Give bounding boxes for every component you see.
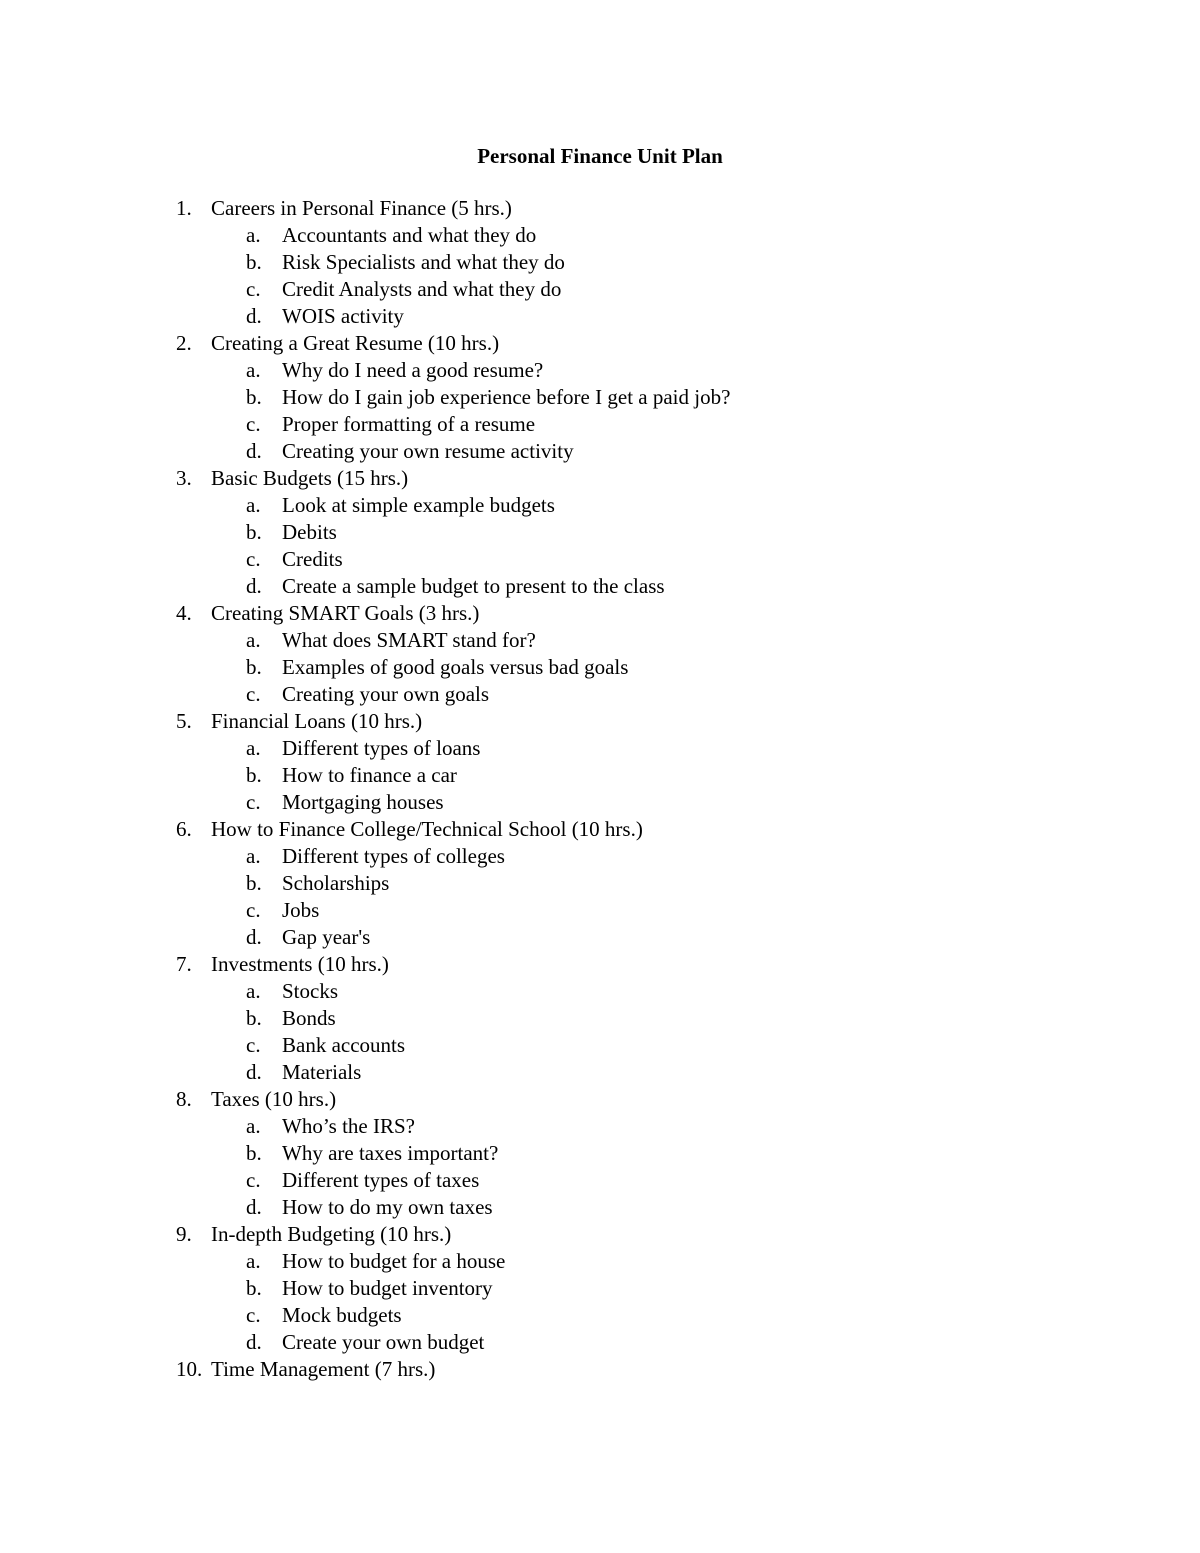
- subtopic-item: [0, 384, 1200, 411]
- topic-item: [0, 951, 1200, 978]
- subtopic-letter: d.: [246, 1330, 262, 1354]
- subtopic-letter: d.: [246, 439, 262, 463]
- topic-number: 2.: [176, 331, 192, 355]
- subtopic-text: Debits: [282, 520, 337, 544]
- subtopic-letter: d.: [246, 304, 262, 328]
- subtopic-letter: c.: [246, 790, 261, 814]
- subtopic-item: [0, 411, 1200, 438]
- subtopic-item: [0, 519, 1200, 546]
- subtopic-item: [0, 1032, 1200, 1059]
- subtopic-text: Creating your own resume activity: [282, 439, 574, 463]
- subtopic-item: [0, 681, 1200, 708]
- subtopic-letter: a.: [246, 628, 261, 652]
- subtopic-item: [0, 1005, 1200, 1032]
- subtopic-item: [0, 357, 1200, 384]
- topic-item: [0, 1086, 1200, 1113]
- topic-item: [0, 330, 1200, 357]
- subtopic-letter: b.: [246, 1276, 262, 1300]
- subtopic-text: Stocks: [282, 979, 339, 1003]
- subtopic-item: [0, 1167, 1200, 1194]
- subtopic-letter: b.: [246, 763, 262, 787]
- subtopic-letter: a.: [246, 358, 261, 382]
- unit-outline: [0, 195, 1200, 1383]
- subtopic-item: [0, 924, 1200, 951]
- subtopic-letter: b.: [246, 655, 262, 679]
- subtopic-text: Different types of colleges: [282, 844, 505, 868]
- subtopic-letter: d.: [246, 925, 262, 949]
- topic-title: Basic Budgets (15 hrs.): [211, 466, 409, 490]
- subtopic-text: Create your own budget: [282, 1330, 485, 1354]
- subtopic-item: [0, 1248, 1200, 1275]
- topic-number: 10.: [176, 1357, 203, 1381]
- subtopic-item: [0, 897, 1200, 924]
- topic-item: [0, 1356, 1200, 1383]
- subtopic-item: [0, 249, 1200, 276]
- subtopic-text: Bonds: [282, 1006, 336, 1030]
- topic-title: Creating SMART Goals (3 hrs.): [211, 601, 480, 625]
- subtopic-letter: d.: [246, 1060, 262, 1084]
- subtopic-text: Proper formatting of a resume: [282, 412, 536, 436]
- subtopic-text: Different types of taxes: [282, 1168, 480, 1192]
- subtopic-letter: a.: [246, 979, 261, 1003]
- subtopic-item: [0, 870, 1200, 897]
- subtopic-item: [0, 789, 1200, 816]
- topic-item: [0, 465, 1200, 492]
- subtopic-item: [0, 978, 1200, 1005]
- subtopic-item: [0, 1140, 1200, 1167]
- topic-number: 3.: [176, 466, 192, 490]
- document-title: Personal Finance Unit Plan: [477, 144, 723, 168]
- subtopic-text: Mortgaging houses: [282, 790, 444, 814]
- subtopic-letter: b.: [246, 1006, 262, 1030]
- subtopic-item: [0, 546, 1200, 573]
- subtopic-item: [0, 654, 1200, 681]
- topic-title: Investments (10 hrs.): [211, 952, 389, 976]
- subtopic-item: [0, 1113, 1200, 1140]
- subtopic-item: [0, 438, 1200, 465]
- topic-number: 4.: [176, 601, 192, 625]
- subtopic-item: [0, 627, 1200, 654]
- topic-title: Time Management (7 hrs.): [211, 1357, 436, 1381]
- subtopic-item: [0, 573, 1200, 600]
- subtopic-letter: a.: [246, 1114, 261, 1138]
- subtopic-letter: c.: [246, 898, 261, 922]
- subtopic-letter: c.: [246, 277, 261, 301]
- subtopic-item: [0, 1059, 1200, 1086]
- subtopic-text: How to budget inventory: [282, 1276, 493, 1300]
- subtopic-text: How do I gain job experience before I get a paid job?: [282, 385, 731, 409]
- subtopic-letter: b.: [246, 871, 262, 895]
- topic-number: 1.: [176, 196, 192, 220]
- subtopic-text: How to finance a car: [282, 763, 457, 787]
- subtopic-letter: d.: [246, 1195, 262, 1219]
- subtopic-text: Examples of good goals versus bad goals: [282, 655, 629, 679]
- topic-item: [0, 816, 1200, 843]
- subtopic-item: [0, 735, 1200, 762]
- topic-item: [0, 600, 1200, 627]
- subtopic-text: WOIS activity: [282, 304, 404, 328]
- topic-title: Financial Loans (10 hrs.): [211, 709, 423, 733]
- subtopic-text: Why do I need a good resume?: [282, 358, 544, 382]
- topic-number: 8.: [176, 1087, 192, 1111]
- subtopic-text: Materials: [282, 1060, 362, 1084]
- subtopic-item: [0, 276, 1200, 303]
- subtopic-item: [0, 1275, 1200, 1302]
- topic-title: How to Finance College/Technical School (10 hrs.): [211, 817, 643, 841]
- subtopic-text: Mock budgets: [282, 1303, 402, 1327]
- subtopic-text: How to do my own taxes: [282, 1195, 493, 1219]
- subtopic-letter: c.: [246, 1303, 261, 1327]
- subtopic-letter: b.: [246, 520, 262, 544]
- subtopic-item: [0, 303, 1200, 330]
- topic-title: Taxes (10 hrs.): [211, 1087, 337, 1111]
- subtopic-letter: b.: [246, 1141, 262, 1165]
- topic-item: [0, 708, 1200, 735]
- subtopic-text: Create a sample budget to present to the class: [282, 574, 665, 598]
- subtopic-text: Who’s the IRS?: [282, 1114, 415, 1138]
- subtopic-text: Gap year's: [282, 925, 371, 949]
- subtopic-text: Credits: [282, 547, 343, 571]
- subtopic-text: Scholarships: [282, 871, 390, 895]
- subtopic-letter: c.: [246, 1168, 261, 1192]
- subtopic-item: [0, 843, 1200, 870]
- subtopic-letter: a.: [246, 736, 261, 760]
- subtopic-letter: a.: [246, 844, 261, 868]
- subtopic-letter: c.: [246, 547, 261, 571]
- topic-number: 9.: [176, 1222, 192, 1246]
- topic-number: 7.: [176, 952, 192, 976]
- subtopic-letter: b.: [246, 250, 262, 274]
- subtopic-text: Creating your own goals: [282, 682, 490, 706]
- topic-title: In-depth Budgeting (10 hrs.): [211, 1222, 452, 1246]
- topic-number: 5.: [176, 709, 192, 733]
- subtopic-text: How to budget for a house: [282, 1249, 506, 1273]
- subtopic-text: Different types of loans: [282, 736, 481, 760]
- topic-title: Careers in Personal Finance (5 hrs.): [211, 196, 512, 220]
- subtopic-letter: d.: [246, 574, 262, 598]
- subtopic-letter: a.: [246, 223, 261, 247]
- subtopic-item: [0, 1302, 1200, 1329]
- subtopic-text: Look at simple example budgets: [282, 493, 555, 517]
- subtopic-text: Bank accounts: [282, 1033, 406, 1057]
- subtopic-text: Why are taxes important?: [282, 1141, 499, 1165]
- subtopic-letter: b.: [246, 385, 262, 409]
- subtopic-item: [0, 1194, 1200, 1221]
- topic-item: [0, 195, 1200, 222]
- subtopic-item: [0, 762, 1200, 789]
- subtopic-text: Jobs: [282, 898, 320, 922]
- subtopic-letter: a.: [246, 1249, 261, 1273]
- subtopic-letter: c.: [246, 1033, 261, 1057]
- subtopic-letter: c.: [246, 682, 261, 706]
- subtopic-text: Credit Analysts and what they do: [282, 277, 562, 301]
- topic-number: 6.: [176, 817, 192, 841]
- subtopic-item: [0, 1329, 1200, 1356]
- subtopic-letter: c.: [246, 412, 261, 436]
- subtopic-text: What does SMART stand for?: [282, 628, 536, 652]
- subtopic-text: Risk Specialists and what they do: [282, 250, 565, 274]
- subtopic-letter: a.: [246, 493, 261, 517]
- subtopic-item: [0, 492, 1200, 519]
- subtopic-text: Accountants and what they do: [282, 223, 537, 247]
- subtopic-item: [0, 222, 1200, 249]
- topic-title: Creating a Great Resume (10 hrs.): [211, 331, 500, 355]
- topic-item: [0, 1221, 1200, 1248]
